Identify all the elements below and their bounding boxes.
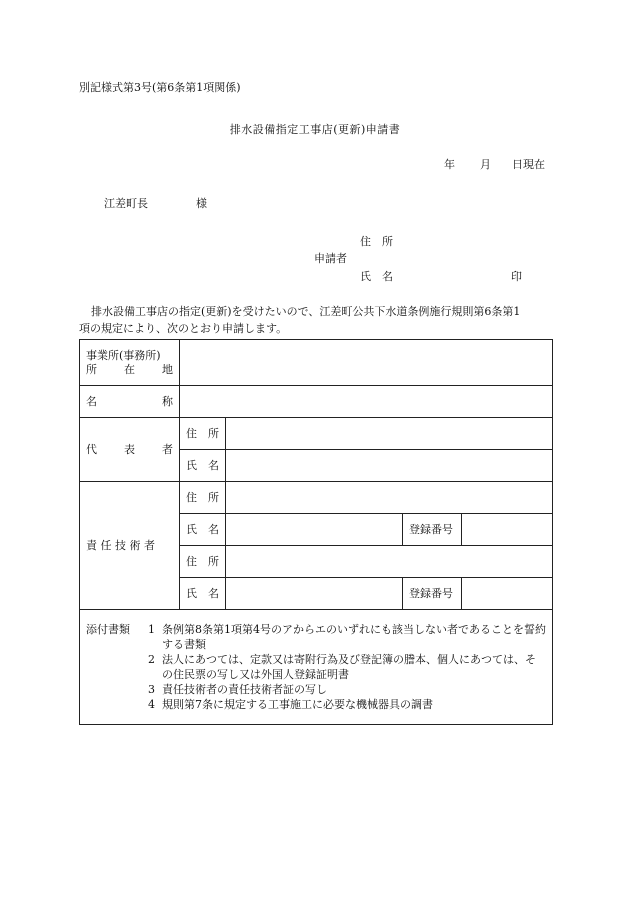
engineer1-reg-label: 登録番号 <box>403 514 462 546</box>
intro-line-1: 排水設備工事店の指定(更新)を受けたいので、江差町公共下水道条例施行規則第6条第1 <box>91 305 521 318</box>
intro-line-2: 項の規定により、次のとおり申請します。 <box>79 322 288 335</box>
rep-name-field[interactable] <box>226 450 553 482</box>
attachment-item: 規則第7条に規定する工事施工に必要な機械器具の調書 <box>162 698 433 711</box>
office-location-label: 事業所(事務所) 所 在 地 <box>80 340 180 386</box>
representative-label: 代 表 者 <box>80 418 180 482</box>
attachments-section <box>80 610 553 725</box>
engineer2-reg-label: 登録番号 <box>403 578 462 610</box>
office-location-field[interactable] <box>180 340 553 386</box>
engineer1-address-field[interactable] <box>226 482 553 514</box>
attachment-number: 4 <box>148 698 155 711</box>
attachment-item: 法人にあつては、定款又は寄附行為及び登記簿の謄本、個人にあつては、その住民票の写し又は外国人登録証明書 <box>162 653 536 681</box>
applicant-address-label: 住 所 <box>360 235 393 248</box>
rep-name-label: 氏 名 <box>180 450 226 482</box>
table-row <box>80 418 553 450</box>
table-row <box>80 340 553 386</box>
business-name-field[interactable] <box>180 386 553 418</box>
attachment-item: 条例第8条第1項第4号のアからエのいずれにも該当しない者であることを誓約する書類 <box>162 623 546 651</box>
engineer2-name-label: 氏 名 <box>180 578 226 610</box>
engineer1-name-field[interactable] <box>226 514 403 546</box>
attachment-number: 3 <box>148 683 155 696</box>
engineer1-name-label: 氏 名 <box>180 514 226 546</box>
addressee-honorific: 様 <box>196 197 207 210</box>
applicant-name-label: 氏 名 <box>360 270 393 283</box>
table-row <box>80 386 553 418</box>
seal-mark: 印 <box>511 270 522 283</box>
business-name-label: 名 称 <box>80 386 180 418</box>
attachments-heading: 添付書類 <box>86 623 130 636</box>
attachment-item: 責任技術者の責任技術者証の写し <box>162 683 327 696</box>
addressee-name: 江差町長 <box>104 197 148 210</box>
rep-address-field[interactable] <box>226 418 553 450</box>
form-number: 別記様式第3号(第6条第1項関係) <box>79 81 241 94</box>
rep-address-label: 住 所 <box>180 418 226 450</box>
engineer2-name-field[interactable] <box>226 578 403 610</box>
chief-engineer-label: 責 任 技 術 者 <box>80 482 180 610</box>
engineer2-address-label: 住 所 <box>180 546 226 578</box>
engineer1-reg-field[interactable] <box>462 514 553 546</box>
engineer2-reg-field[interactable] <box>462 578 553 610</box>
date-month: 月 <box>480 158 491 171</box>
engineer1-address-label: 住 所 <box>180 482 226 514</box>
attachment-number: 1 <box>148 623 155 636</box>
document-title: 排水設備指定工事店(更新)申請書 <box>229 123 401 136</box>
date-year: 年 <box>444 158 455 171</box>
attachment-number: 2 <box>148 653 155 666</box>
date-day: 日現在 <box>512 158 545 171</box>
table-row <box>80 610 553 725</box>
engineer2-address-field[interactable] <box>226 546 553 578</box>
table-row <box>80 482 553 514</box>
applicant-label: 申請者 <box>314 252 347 265</box>
application-table <box>79 339 553 725</box>
